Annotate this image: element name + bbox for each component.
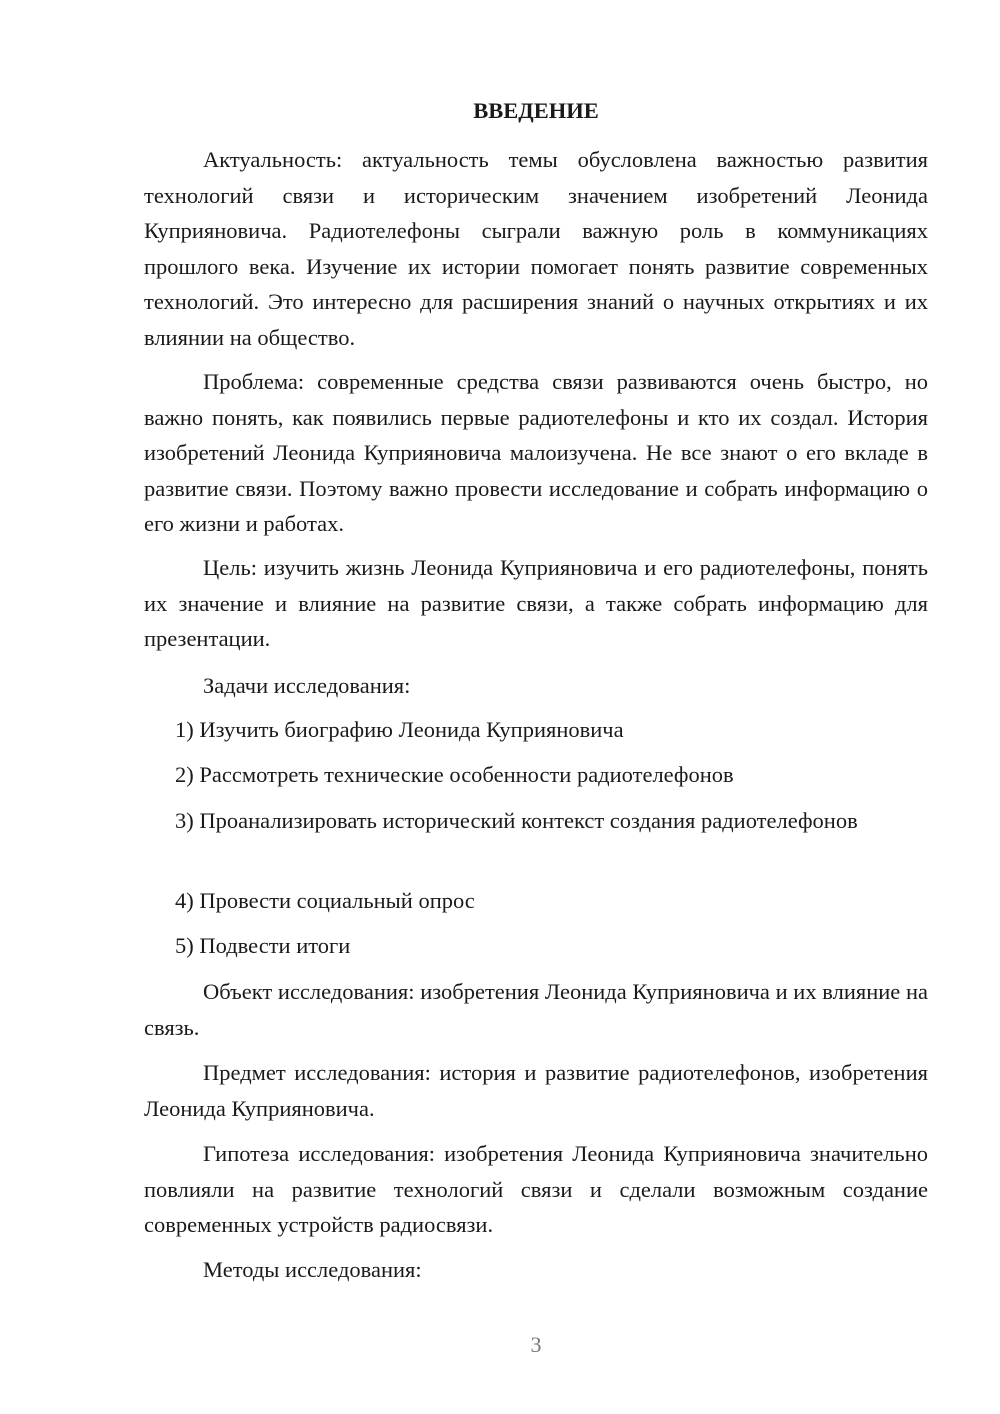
page-title: ВВЕДЕНИЕ <box>473 98 599 123</box>
task-item-2: 2) Рассмотреть технические особенности радиотелефонов <box>175 762 734 787</box>
task-item-4: 4) Провести социальный опрос <box>175 888 475 913</box>
paragraph-subject: Предмет исследования: история и развитие радиотелефонов, изобретения Леонида Куприяновича. <box>144 1060 928 1121</box>
paragraph-goal: Цель: изучить жизнь Леонида Куприяновича и его радиотелефоны, понять их значение и влияние на развитие связи, а также собрать информацию для презентации. <box>144 555 928 651</box>
methods-heading: Методы исследования: <box>203 1257 422 1282</box>
paragraph-object: Объект исследования: изобретения Леонида Куприяновича и их влияние на связь. <box>144 979 928 1040</box>
task-item-3: 3) Проанализировать исторический контекст создания радиотелефонов <box>175 808 858 833</box>
paragraph-hypothesis: Гипотеза исследования: изобретения Леонида Куприяновича значительно повлияли на развитие технологий связи и сделали возможным создание современных устройств радиосвязи. <box>144 1141 928 1237</box>
tasks-heading: Задачи исследования: <box>203 673 411 698</box>
paragraph-relevance: Актуальность: актуальность темы обусловлена важностью развития технологий связи и историческим значением изобретений Леонида Куприяновича. Радиотелефоны сыграли важную роль в коммуникациях прошлого века. Изучение их истории помогает понять развитие современных технологий. Это интересно для расширения знаний о научных открытиях и их влиянии на общество. <box>144 147 928 350</box>
task-item-5: 5) Подвести итоги <box>175 933 351 958</box>
task-item-1: 1) Изучить биографию Леонида Куприяновича <box>175 717 624 742</box>
page-number: 3 <box>530 1332 542 1357</box>
paragraph-problem: Проблема: современные средства связи развиваются очень быстро, но важно понять, как появились первые радиотелефоны и кто их создал. История изобретений Леонида Куприяновича малоизучена. Не все знают о его вкладе в развитие связи. Поэтому важно провести исследование и собрать информацию о его жизни и работах. <box>144 369 928 536</box>
